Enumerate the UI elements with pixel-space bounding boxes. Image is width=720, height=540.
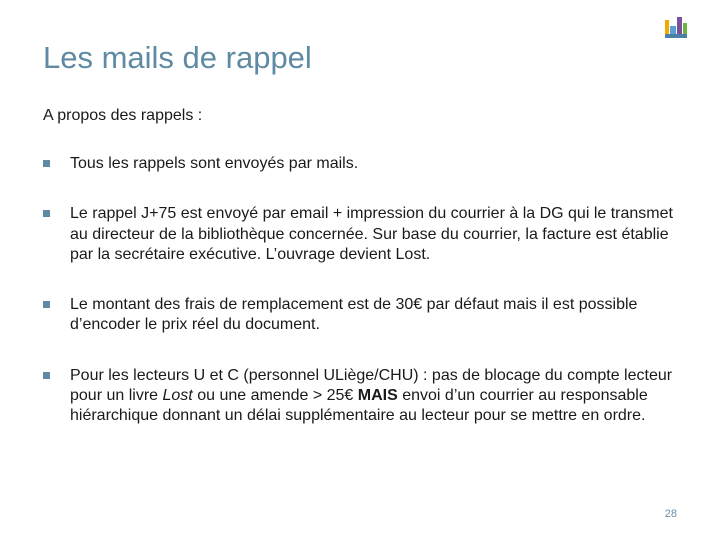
bullet-text-part2: ou une amende > 25€: [192, 387, 358, 405]
bullet-square-icon: [43, 372, 50, 379]
bullet-square-icon: [43, 210, 50, 217]
bullet-item-2: [43, 204, 683, 265]
uliege-logo-icon: [663, 14, 689, 40]
bullet-text: Le rappel J+75 est envoyé par email + impression du courrier à la DG qui le transmet au directeur de la bibliothèque concernée. Sur base du courrier, la facture est établie par la secrétaire exécutive. L’ouvrage devient Lost.: [70, 205, 673, 263]
bullet-text: Tous les rappels sont envoyés par mails.: [70, 155, 359, 172]
page-number: 28: [664, 508, 677, 520]
bullet-list: [43, 154, 683, 457]
bullet-item-4: [43, 366, 683, 427]
intro-text: A propos des rappels :: [43, 107, 203, 124]
bullet-item-1: [43, 154, 683, 174]
bullet-text: Le montant des frais de remplacement est de 30€ par défaut mais il est possible d’encoder le prix réel du document.: [70, 296, 638, 334]
bullet-square-icon: [43, 160, 50, 167]
bullet-square-icon: [43, 301, 50, 308]
bullet-text-part3: envoi d’un courrier au responsable hiérarchique donnant un délai supplémentaire au lecteur pour se mettre en ordre.: [70, 387, 648, 425]
bullet-text-mais: MAIS: [357, 387, 398, 405]
bullet-text-part1: Pour les lecteurs U et C (personnel ULiège/CHU) : pas de blocage du compte lecteur pour un livre: [70, 366, 673, 405]
bullet-text-lost: Lost: [162, 387, 193, 405]
bullet-item-3: [43, 295, 683, 336]
slide-title: Les mails de rappel: [43, 40, 312, 75]
